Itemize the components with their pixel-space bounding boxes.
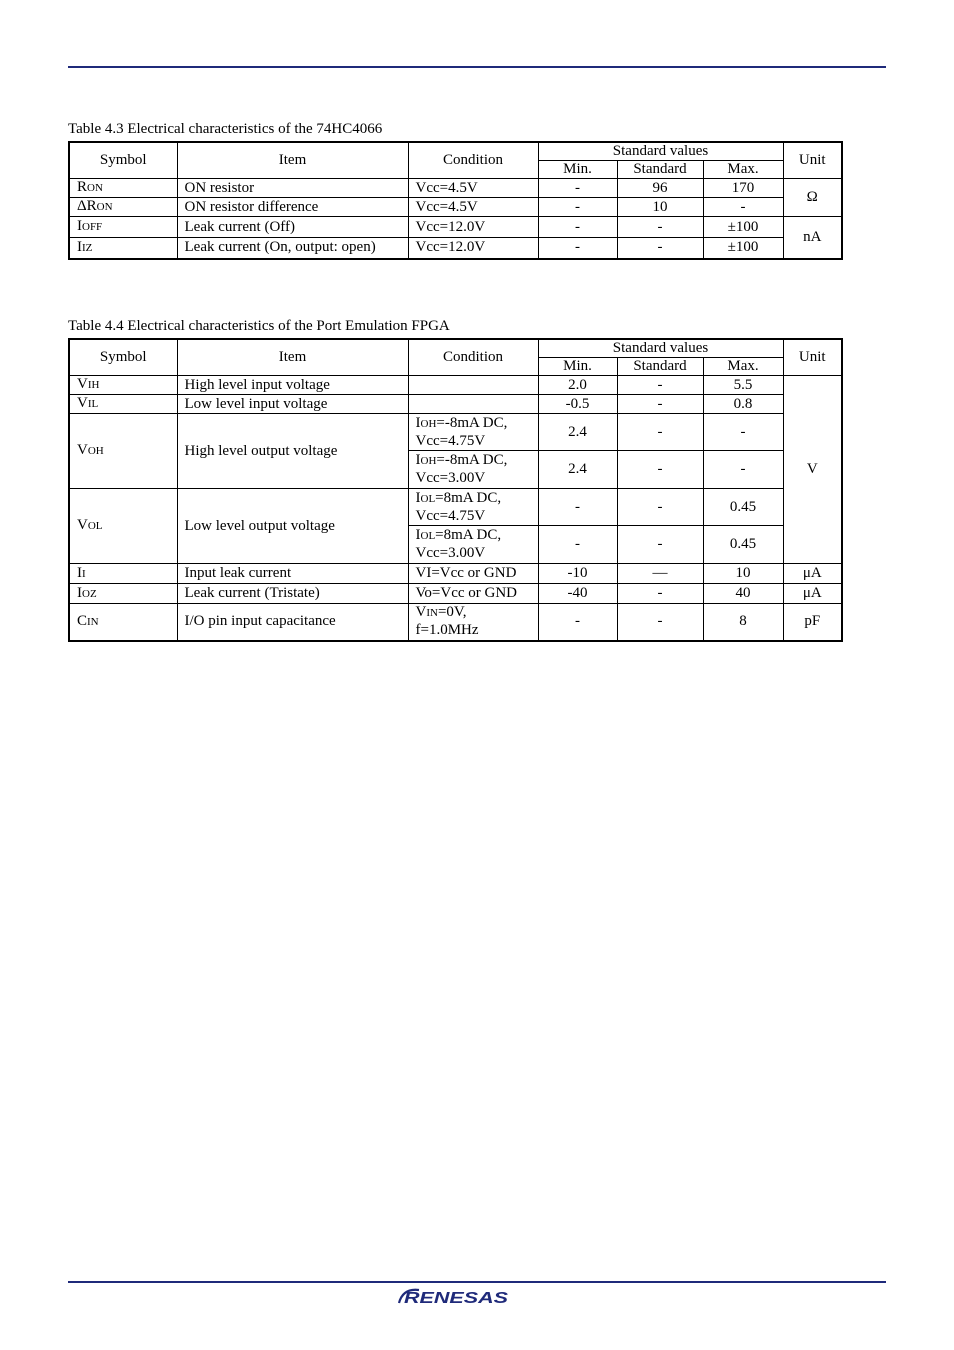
standard-cell: 10 — [617, 198, 703, 217]
standard-cell: — — [617, 564, 703, 584]
table-row — [69, 376, 842, 395]
header-condition: Condition — [408, 339, 538, 376]
standard-cell: - — [617, 238, 703, 259]
item-cell: ON resistor — [177, 179, 408, 198]
symbol-cell: CIN — [69, 604, 177, 641]
min-cell: - — [538, 217, 617, 238]
unit-cell: μA — [783, 584, 842, 604]
min-cell: 2.4 — [538, 451, 617, 489]
unit-cell: Ω — [783, 179, 842, 217]
item-cell: ON resistor difference — [177, 198, 408, 217]
max-cell: - — [703, 198, 783, 217]
max-cell: 0.8 — [703, 395, 783, 414]
unit-cell: pF — [783, 604, 842, 641]
header-condition: Condition — [408, 142, 538, 179]
condition-cell: Vcc=4.5V — [408, 179, 538, 198]
table-4-4 — [68, 338, 843, 642]
condition-cell: VI=Vcc or GND — [408, 564, 538, 584]
min-cell: - — [538, 198, 617, 217]
max-cell: ±100 — [703, 217, 783, 238]
header-unit: Unit — [783, 142, 842, 179]
table-4-4-caption: Table 4.4 Electrical characteristics of the Port Emulation FPGA — [68, 318, 450, 334]
condition-cell — [408, 376, 538, 395]
max-cell: 10 — [703, 564, 783, 584]
condition-cell: IOL=8mA DC, Vcc=3.00V — [408, 526, 538, 564]
table-row — [69, 564, 842, 584]
condition-cell — [408, 395, 538, 414]
min-cell: -10 — [538, 564, 617, 584]
header-standard-values: Standard values — [538, 142, 783, 161]
item-cell: High level input voltage — [177, 376, 408, 395]
item-cell: Leak current (On, output: open) — [177, 238, 408, 259]
renesas-logo — [397, 1284, 513, 1308]
standard-cell: - — [617, 217, 703, 238]
condition-cell: IOH=-8mA DC, Vcc=4.75V — [408, 414, 538, 451]
header-max: Max. — [703, 161, 783, 179]
standard-cell: - — [617, 489, 703, 526]
header-min: Min. — [538, 358, 617, 376]
header-unit: Unit — [783, 339, 842, 376]
max-cell: 5.5 — [703, 376, 783, 395]
symbol-cell: VIL — [69, 395, 177, 414]
header-max: Max. — [703, 358, 783, 376]
table-row — [69, 414, 842, 451]
min-cell: 2.4 — [538, 414, 617, 451]
header-symbol: Symbol — [69, 339, 177, 376]
condition-cell: Vcc=12.0V — [408, 238, 538, 259]
symbol-cell: IIZ — [69, 238, 177, 259]
symbol-cell: IOZ — [69, 584, 177, 604]
max-cell: 40 — [703, 584, 783, 604]
standard-cell: - — [617, 526, 703, 564]
table-row — [69, 584, 842, 604]
table-row — [69, 604, 842, 641]
header-symbol: Symbol — [69, 142, 177, 179]
header-item: Item — [177, 339, 408, 376]
table-row — [69, 217, 842, 238]
standard-cell: - — [617, 414, 703, 451]
table-row — [69, 395, 842, 414]
table-4-3-caption: Table 4.3 Electrical characteristics of the 74HC4066 — [68, 121, 383, 137]
condition-cell: Vo=Vcc or GND — [408, 584, 538, 604]
symbol-cell: VOL — [69, 489, 177, 564]
header-item: Item — [177, 142, 408, 179]
header-standard: Standard — [617, 161, 703, 179]
table-row — [69, 198, 842, 217]
symbol-cell: II — [69, 564, 177, 584]
unit-cell: μA — [783, 564, 842, 584]
min-cell: - — [538, 604, 617, 641]
standard-cell: - — [617, 395, 703, 414]
header-rule — [68, 66, 886, 68]
condition-cell: IOL=8mA DC, Vcc=4.75V — [408, 489, 538, 526]
standard-cell: - — [617, 376, 703, 395]
symbol-cell: VIH — [69, 376, 177, 395]
max-cell: 8 — [703, 604, 783, 641]
standard-cell: - — [617, 451, 703, 489]
item-cell: High level output voltage — [177, 414, 408, 489]
min-cell: - — [538, 179, 617, 198]
min-cell: 2.0 — [538, 376, 617, 395]
standard-cell: - — [617, 604, 703, 641]
item-cell: Low level output voltage — [177, 489, 408, 564]
max-cell: ±100 — [703, 238, 783, 259]
symbol-cell: RON — [69, 179, 177, 198]
condition-cell: Vcc=12.0V — [408, 217, 538, 238]
table-row — [69, 238, 842, 259]
symbol-cell: ΔRON — [69, 198, 177, 217]
max-cell: 170 — [703, 179, 783, 198]
min-cell: -40 — [538, 584, 617, 604]
condition-cell: IOH=-8mA DC, Vcc=3.00V — [408, 451, 538, 489]
item-cell: Leak current (Off) — [177, 217, 408, 238]
max-cell: 0.45 — [703, 526, 783, 564]
unit-cell: nA — [783, 217, 842, 259]
condition-cell: VIN=0V, f=1.0MHz — [408, 604, 538, 641]
logo-text: RENESAS — [404, 1290, 509, 1307]
item-cell: Input leak current — [177, 564, 408, 584]
symbol-cell: IOFF — [69, 217, 177, 238]
standard-cell: - — [617, 584, 703, 604]
header-standard: Standard — [617, 358, 703, 376]
max-cell: - — [703, 414, 783, 451]
table-4-3 — [68, 141, 843, 260]
header-standard-values: Standard values — [538, 339, 783, 358]
max-cell: 0.45 — [703, 489, 783, 526]
standard-cell: 96 — [617, 179, 703, 198]
condition-cell: Vcc=4.5V — [408, 198, 538, 217]
header-min: Min. — [538, 161, 617, 179]
unit-cell: V — [783, 376, 842, 564]
max-cell: - — [703, 451, 783, 489]
min-cell: - — [538, 489, 617, 526]
item-cell: Low level input voltage — [177, 395, 408, 414]
symbol-cell: VOH — [69, 414, 177, 489]
table-row — [69, 489, 842, 526]
footer-rule — [68, 1281, 886, 1283]
item-cell: I/O pin input capacitance — [177, 604, 408, 641]
table-row — [69, 179, 842, 198]
min-cell: -0.5 — [538, 395, 617, 414]
min-cell: - — [538, 526, 617, 564]
min-cell: - — [538, 238, 617, 259]
item-cell: Leak current (Tristate) — [177, 584, 408, 604]
